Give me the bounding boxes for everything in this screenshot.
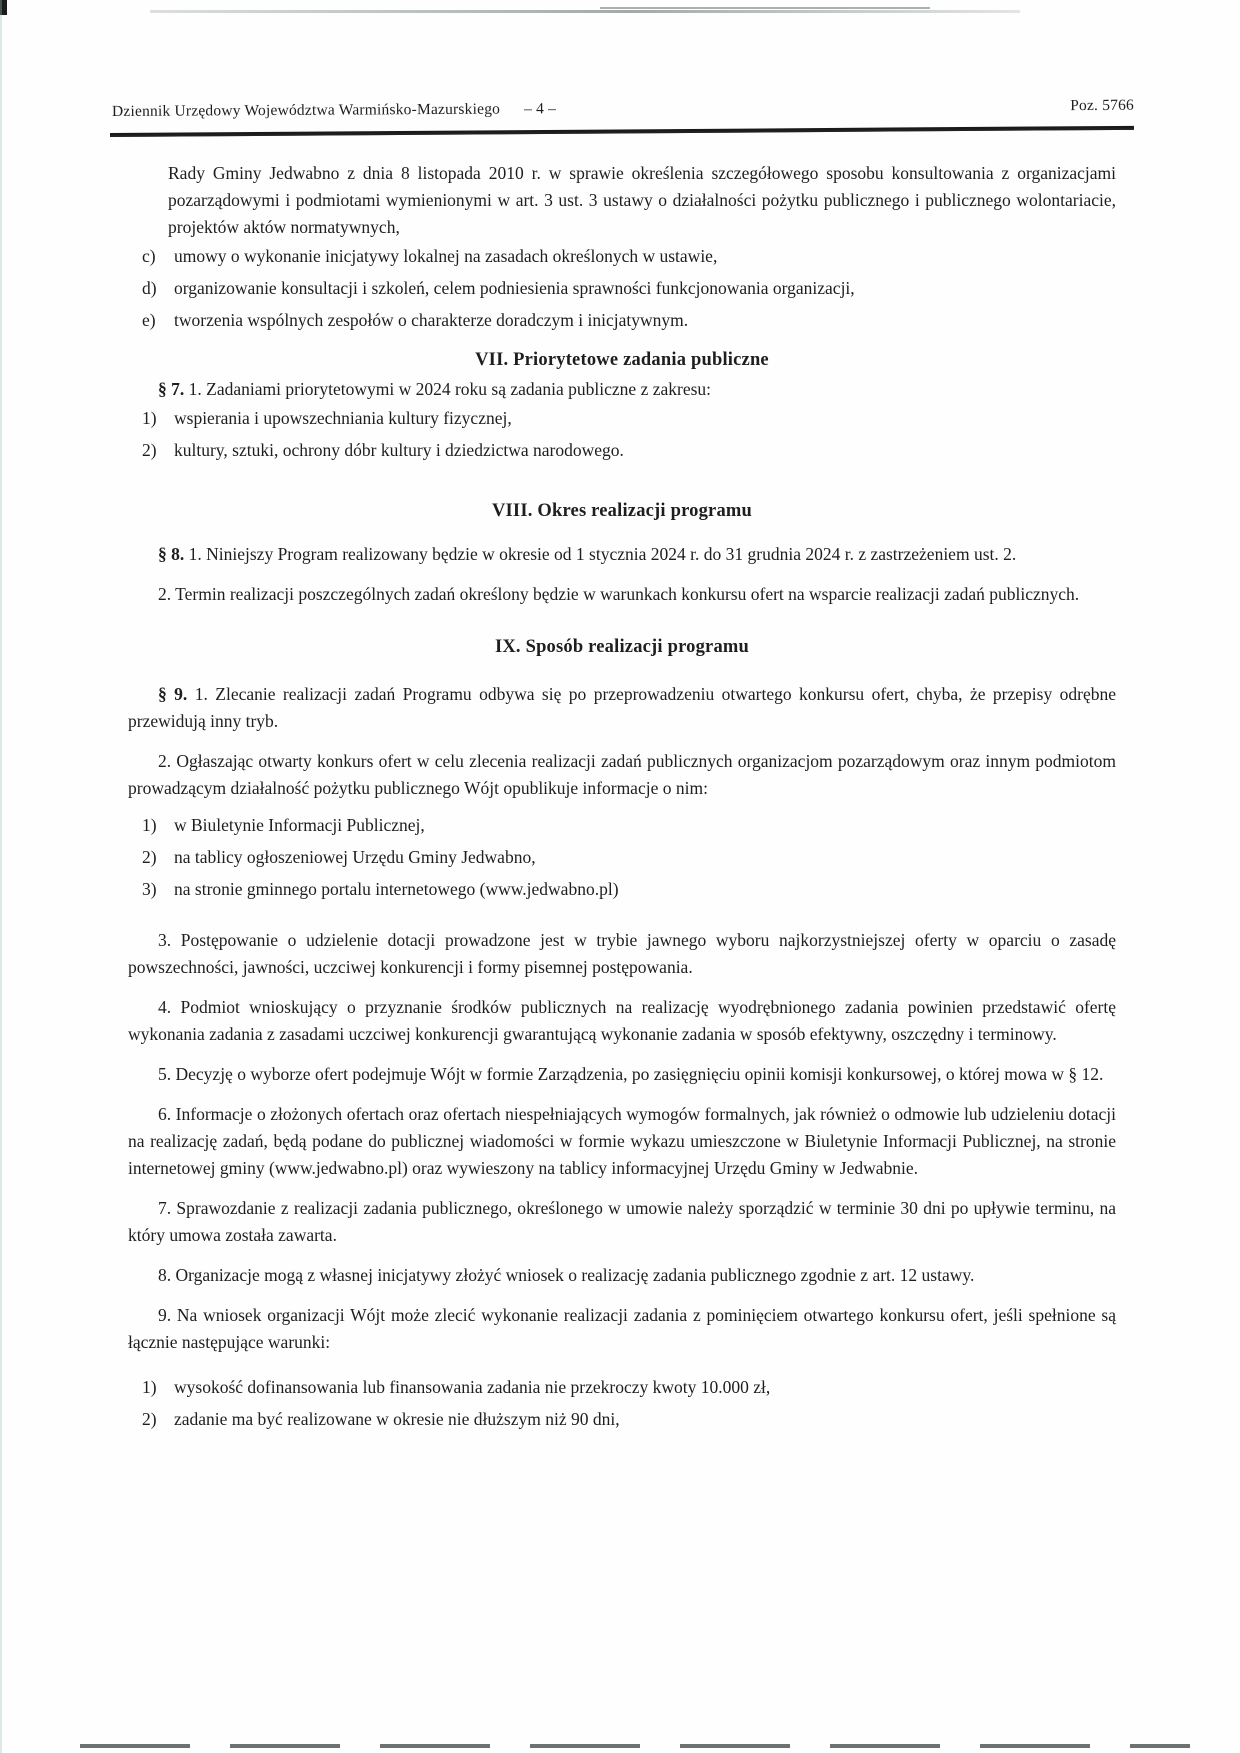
journal-title: Dziennik Urzędowy Województwa Warmińsko-Mazurskiego bbox=[111, 100, 501, 120]
paragraph-oglaszajac: 2. Ogłaszając otwarty konkurs ofert w celu zlecenia realizacji zadań publicznych organizacjom pozarządowym oraz innym podmiotom prowadzącym działalność pożytku publicznego Wójt opublikuje informacje o nim: bbox=[128, 751, 1116, 798]
paragraph-par8 bbox=[128, 541, 1116, 568]
list-marker: 3) bbox=[142, 879, 157, 899]
list-item-text: umowy o wykonanie inicjatywy lokalnej na zasadach określonych w ustawie, bbox=[174, 246, 718, 266]
list-item-text: na tablicy ogłoszeniowej Urzędu Gminy Jedwabno, bbox=[174, 847, 536, 867]
header-rule bbox=[110, 126, 1134, 137]
paragraph-decyzje: 5. Decyzję o wyborze ofert podejmuje Wójt w formie Zarządzenia, po zasięgnięciu opinii komisji konkursowej, o której mowa w § 12. bbox=[158, 1064, 1104, 1084]
list-marker: e) bbox=[142, 310, 156, 330]
list-item-d bbox=[128, 275, 1116, 302]
position-number: Poz. 5766 bbox=[1070, 96, 1135, 115]
paragraph-symbol: § 8. bbox=[158, 544, 185, 564]
list-item-text: wysokość dofinansowania lub finansowania zadania nie przekroczy kwoty 10.000 zł, bbox=[174, 1377, 771, 1397]
paragraph-symbol: § 9. bbox=[158, 684, 188, 704]
list-item-e bbox=[128, 307, 1116, 334]
list-item-text: w Biuletynie Informacji Publicznej, bbox=[174, 815, 425, 835]
paragraph-symbol: § 7. bbox=[158, 379, 185, 399]
section-heading-ix: IX. Sposób realizacji programu bbox=[494, 637, 750, 657]
paragraph-informacje: 6. Informacje o złożonych ofertach oraz ofertach niespełniających wymogów formalnych, jak również o odmowie lub udzieleniu dotacji na realizację zadań, będą podane do publicznej wiadomości w formie wykazu umieszczone w Biuletynie Informacji Publicznej, na stronie internetowej gminy (www.jedwabno.pl) oraz wywieszony na tablicy informacyjnej Urzędu Gminy w Jedwabnie. bbox=[128, 1104, 1116, 1178]
list-marker: 1) bbox=[142, 408, 157, 428]
list-item-c bbox=[128, 243, 1116, 270]
list-marker: d) bbox=[142, 278, 157, 298]
list-item-text: organizowanie konsultacji i szkoleń, celem podniesienia sprawności funkcjonowania organizacji, bbox=[174, 278, 855, 298]
paragraph-postepowanie: 3. Postępowanie o udzielenie dotacji prowadzone jest w trybie jawnego wyboru najkorzystniejszej oferty w oparciu o zasadę powszechności, jawności, uczciwej konkurencji i formy pisemnej postępowania. bbox=[128, 930, 1116, 977]
section-heading-vii: VII. Priorytetowe zadania publiczne bbox=[475, 350, 769, 370]
list-item-text: na stronie gminnego portalu internetowego (www.jedwabno.pl) bbox=[174, 879, 619, 899]
paragraph-podmiot: 4. Podmiot wnioskujący o przyznanie środków publicznych na realizację wyodrębnionego zadania powinien przedstawić ofertę wykonania zadania z zasadami uczciwej konkurencji gwarantującą wykonanie zadania w sposób efektywny, oszczędny i terminowy. bbox=[128, 997, 1116, 1044]
paragraph-text: 1. Niniejszy Program realizowany będzie w okresie od 1 stycznia 2024 r. do 31 grudnia 2024 r. z zastrzeżeniem ust. 2. bbox=[188, 544, 1017, 564]
list-marker: 2) bbox=[142, 1409, 157, 1429]
paragraph-text: 1. Zlecanie realizacji zadań Programu odbywa się po przeprowadzeniu otwartego konkursu ofert, chyba, że przepisy odrębne przewidują inny tryb. bbox=[128, 684, 1116, 731]
scan-artifact-left-edge bbox=[0, 0, 2, 1753]
list-item-1 bbox=[128, 405, 1116, 432]
paragraph-sprawozdanie: 7. Sprawozdanie z realizacji zadania publicznego, określonego w umowie należy sporządzić w terminie 30 dni po upływie terminu, na który umowa została zawarta. bbox=[128, 1198, 1116, 1245]
scan-artifact-top-line bbox=[150, 10, 1020, 13]
paragraph-text: 1. Zadaniami priorytetowymi w 2024 roku są zadania publiczne z zakresu: bbox=[188, 379, 712, 399]
section-heading-viii: VIII. Okres realizacji programu bbox=[491, 501, 753, 521]
paragraph-nawniosek: 9. Na wniosek organizacji Wójt może zlecić wykonanie realizacji zadania z pominięciem otwartego konkursu ofert, jeśli spełnione są łącznie następujące warunki: bbox=[128, 1305, 1116, 1352]
list-item-text: zadanie ma być realizowane w okresie nie dłuższym niż 90 dni, bbox=[174, 1409, 620, 1429]
paragraph-termin: 2. Termin realizacji poszczególnych zadań określony będzie w warunkach konkursu ofert na wsparcie realizacji zadań publicznych. bbox=[158, 584, 1080, 604]
page-number: – 4 – bbox=[524, 100, 557, 118]
list-marker: c) bbox=[142, 246, 156, 266]
document-body bbox=[128, 160, 1116, 1438]
list-item-text: kultury, sztuki, ochrony dóbr kultury i dziedzictwa narodowego. bbox=[174, 440, 624, 460]
list-marker: 1) bbox=[142, 815, 157, 835]
list-marker: 1) bbox=[142, 1377, 157, 1397]
list-item-2 bbox=[128, 437, 1116, 464]
list-item-text: tworzenia wspólnych zespołów o charakterze doradczym i inicjatywnym. bbox=[174, 310, 689, 330]
list-marker: 2) bbox=[142, 847, 157, 867]
list-marker: 2) bbox=[142, 440, 157, 460]
list-item-1 bbox=[128, 1374, 1116, 1401]
list-item-text: wspierania i upowszechniania kultury fizycznej, bbox=[174, 408, 512, 428]
list-item-2 bbox=[128, 1406, 1116, 1433]
paragraph-organizacje: 8. Organizacje mogą z własnej inicjatywy złożyć wniosek o realizację zadania publicznego zgodnie z art. 12 ustawy. bbox=[158, 1265, 975, 1285]
list-item-3 bbox=[128, 876, 1116, 903]
paragraph-par7 bbox=[128, 376, 1116, 403]
scan-artifact-top-line-dark bbox=[600, 7, 930, 9]
page-header bbox=[112, 97, 1134, 121]
header-spacer bbox=[556, 110, 1070, 113]
list-item-2 bbox=[128, 844, 1116, 871]
paragraph-par9 bbox=[128, 681, 1116, 735]
list-item-1 bbox=[128, 812, 1116, 839]
scan-artifact-bottom-line bbox=[80, 1744, 1190, 1748]
paragraph-continuation: Rady Gminy Jedwabno z dnia 8 listopada 2010 r. w sprawie określenia szczegółowego sposobu konsultowania z organizacjami pozarządowymi i podmiotami wymienionymi w art. 3 ust. 3 ustawy o działalności pożytku publicznego i publicznego wolontariacie, projektów aktów normatywnych, bbox=[168, 163, 1116, 237]
